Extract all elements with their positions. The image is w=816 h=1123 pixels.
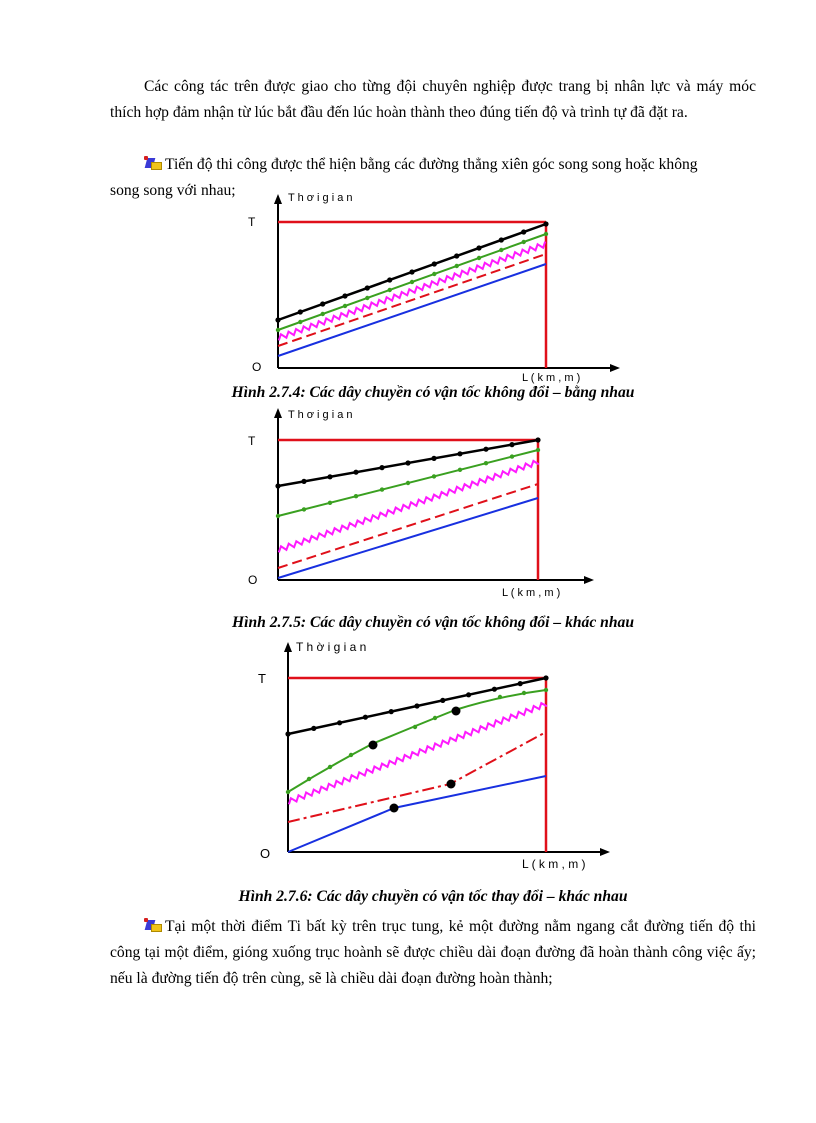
black-line-marker: [285, 731, 290, 736]
black-line-marker: [405, 460, 410, 465]
y-axis-label: T h ơ i g i a n: [288, 409, 353, 421]
green-line-marker: [544, 688, 548, 692]
progress-line-red-dashdot: [288, 732, 546, 822]
green-line-marker: [498, 695, 502, 699]
x-axis-label: L ( k m , m ): [522, 857, 586, 871]
green-line-marker: [298, 320, 302, 324]
black-line-marker: [499, 237, 504, 242]
origin-label: O: [252, 360, 262, 374]
black-line-marker: [275, 483, 280, 488]
figure-2-7-5: [240, 404, 600, 602]
bookmark-pencil-icon: [144, 918, 160, 932]
red-break-point: [447, 780, 456, 789]
green-line-marker: [458, 468, 462, 472]
bullet-2-text: Tại một thời điểm Ti bất kỳ trên trục tung, kẻ một đường nằm ngang cắt đường tiến độ thi công tại một điểm, gióng xuống trục hoành sẽ được chiều dài đoạn đường đã hoàn thành công việc ấy; nếu là đường tiến độ trên cùng, sẽ là chiều dài đoạn đường hoàn thành;: [110, 918, 756, 987]
black-line-marker: [301, 479, 306, 484]
black-line-marker: [535, 437, 540, 442]
black-line-marker: [509, 442, 514, 447]
green-line-marker: [410, 280, 414, 284]
green-line-marker: [544, 232, 548, 236]
green-line-marker: [510, 454, 514, 458]
black-line-marker: [543, 221, 548, 226]
green-line-marker: [276, 514, 280, 518]
green-line-marker: [307, 777, 311, 781]
green-line-marker: [432, 474, 436, 478]
green-line-marker: [328, 501, 332, 505]
black-line-marker: [363, 715, 368, 720]
figure-caption-2-7-4: Hình 2.7.4: Các dây chuyền có vận tốc không đổi – bằng nhau: [231, 384, 635, 401]
black-line-marker: [518, 681, 523, 686]
black-line-marker: [337, 720, 342, 725]
green-line-marker: [455, 264, 459, 268]
black-line-marker: [342, 293, 347, 298]
t-label: T: [248, 215, 256, 229]
green-line-marker: [484, 461, 488, 465]
green-line-marker: [522, 240, 526, 244]
bookmark-pencil-icon: [144, 156, 160, 170]
black-line-marker: [476, 245, 481, 250]
black-line-marker: [320, 301, 325, 306]
black-line-marker: [275, 317, 280, 322]
origin-label: O: [248, 573, 258, 587]
black-line-marker: [365, 285, 370, 290]
progress-line-magenta-wavy: [289, 703, 547, 804]
green-line-marker: [388, 288, 392, 292]
x-axis-arrow-icon: [610, 364, 620, 372]
green-line-marker: [276, 328, 280, 332]
y-axis-label: T h ơ i g i a n: [288, 192, 353, 204]
black-line-marker: [454, 253, 459, 258]
black-line-marker: [432, 261, 437, 266]
t-label: T: [248, 434, 256, 448]
progress-line-magenta-wavy: [279, 242, 545, 341]
black-line-marker: [327, 474, 332, 479]
green-line-marker: [321, 312, 325, 316]
origin-label: O: [260, 846, 271, 861]
black-line-marker: [466, 692, 471, 697]
black-line-marker: [414, 703, 419, 708]
paragraph-bullet-2: [110, 914, 756, 992]
black-line-marker: [389, 709, 394, 714]
bullet-1-text-line1: Tiến độ thi công được thể hiện bằng các đường thẳng xiên góc song song hoặc không: [165, 156, 698, 173]
green-line-marker: [406, 481, 410, 485]
green-line-marker: [477, 256, 481, 260]
black-line-marker: [492, 687, 497, 692]
black-line-marker: [311, 726, 316, 731]
progress-line-blue: [278, 264, 546, 356]
figure-caption-2-7-6: Hình 2.7.6: Các dây chuyền có vận tốc thay đổi – khác nhau: [238, 888, 628, 905]
green-line-marker: [499, 248, 503, 252]
black-line-marker: [440, 698, 445, 703]
black-line-marker: [353, 470, 358, 475]
green-line-marker: [302, 507, 306, 511]
black-line-marker: [543, 675, 548, 680]
black-line-marker: [521, 229, 526, 234]
black-line-marker: [483, 447, 488, 452]
blue-break-point: [390, 804, 399, 813]
x-axis-arrow-icon: [600, 848, 610, 856]
green-line-marker: [536, 448, 540, 452]
x-axis-arrow-icon: [584, 576, 594, 584]
y-axis-label: T h ờ i g i a n: [296, 640, 367, 654]
x-axis-label: L ( k m , m ): [502, 587, 561, 599]
green-line-marker: [380, 487, 384, 491]
y-axis-arrow-icon: [274, 408, 282, 418]
green-line-marker: [522, 691, 526, 695]
paragraph-bullet-1: [110, 152, 756, 178]
x-axis-label: L ( k m , m ): [522, 372, 581, 384]
green-break-point-2: [452, 707, 461, 716]
progress-line-red-dashed: [278, 254, 546, 346]
figure-2-7-6: [250, 636, 620, 874]
green-break-point-1: [369, 741, 378, 750]
green-line-marker: [349, 753, 353, 757]
green-line-marker: [433, 716, 437, 720]
black-line-marker: [409, 269, 414, 274]
green-line-marker: [354, 494, 358, 498]
t-label: T: [258, 671, 266, 686]
figure-2-7-4: [240, 188, 620, 384]
y-axis-arrow-icon: [274, 194, 282, 204]
green-line-marker: [432, 272, 436, 276]
green-line-marker: [286, 790, 290, 794]
black-line-marker: [457, 451, 462, 456]
green-line-marker: [365, 296, 369, 300]
black-line-marker: [387, 277, 392, 282]
figure-caption-2-7-5: Hình 2.7.5: Các dây chuyền có vận tốc không đổi – khác nhau: [231, 614, 634, 631]
green-line-marker: [413, 725, 417, 729]
black-line-marker: [431, 456, 436, 461]
black-line-marker: [379, 465, 384, 470]
black-line-marker: [298, 309, 303, 314]
bullet-1-text-line2: song song với nhau;: [110, 182, 236, 199]
paragraph-intro: Các công tác trên được giao cho từng đội chuyên nghiệp được trang bị nhân lực và máy móc thích hợp đảm nhận từ lúc bắt đầu đến lúc hoàn thành theo đúng tiến độ và trình tự đã đặt ra.: [110, 78, 756, 121]
green-line-marker: [343, 304, 347, 308]
progress-line-red-dashed: [278, 484, 538, 568]
green-line-marker: [328, 765, 332, 769]
y-axis-arrow-icon: [284, 642, 292, 652]
